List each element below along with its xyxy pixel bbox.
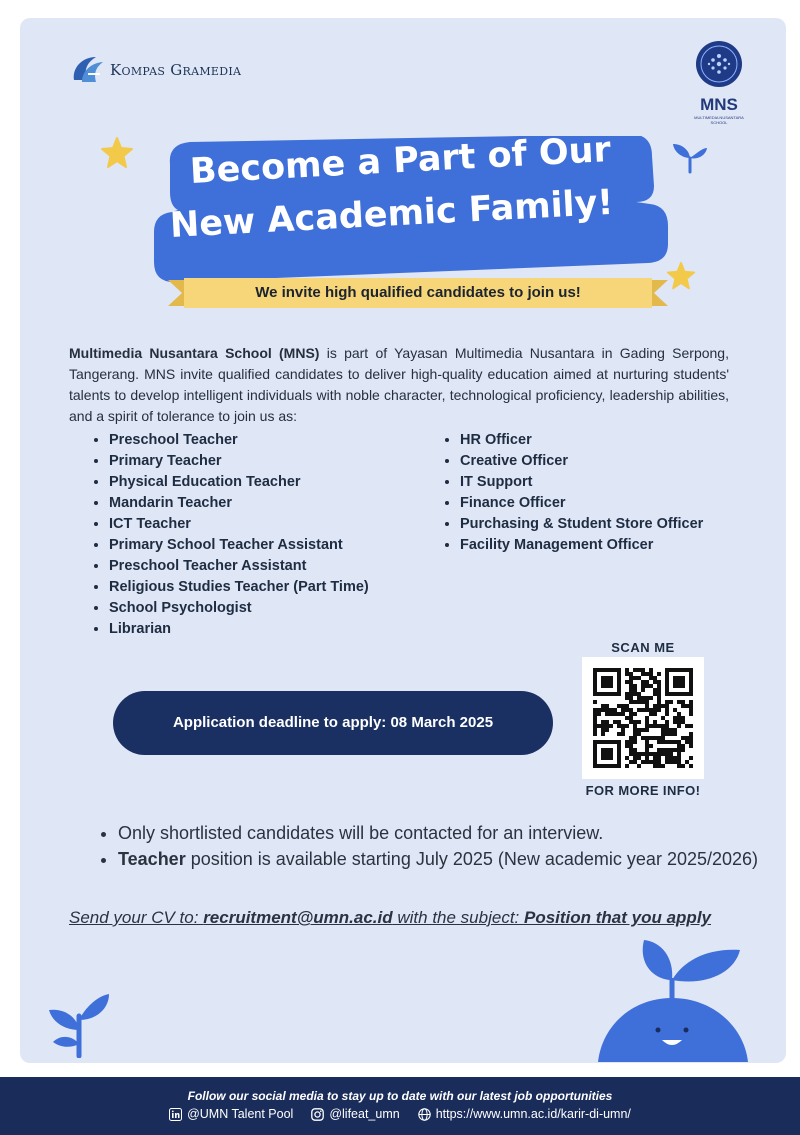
star-icon xyxy=(666,261,696,291)
list-item: • Mandarin Teacher xyxy=(109,493,369,514)
ribbon-text: We invite high qualified candidates to join us! xyxy=(255,284,581,301)
footer-cta: Follow our social media to stay up to date with our latest job opportunities xyxy=(187,1089,613,1103)
list-item: • Purchasing & Student Store Officer xyxy=(460,514,703,535)
linkedin-handle: @UMN Talent Pool xyxy=(187,1107,294,1121)
qr-title: SCAN ME xyxy=(611,640,675,655)
list-item: • School Psychologist xyxy=(109,598,369,619)
list-item: • ICT Teacher xyxy=(109,514,369,535)
list-item: • Librarian xyxy=(109,619,369,640)
mns-abbreviation: MNS xyxy=(700,95,738,114)
send-middle: with the subject: xyxy=(392,908,524,927)
invite-ribbon xyxy=(168,278,668,308)
sprout-left-icon xyxy=(45,986,115,1058)
headline-line-1: Become a Part of Our xyxy=(188,129,612,192)
kg-emblem-icon xyxy=(70,54,106,86)
list-item: • HR Officer xyxy=(460,430,703,451)
notes-list xyxy=(99,820,778,872)
footer-socials xyxy=(0,1107,800,1121)
note-item xyxy=(118,846,778,872)
linkedin-icon xyxy=(169,1108,182,1121)
qr-footer: FOR MORE INFO! xyxy=(585,783,701,798)
footer-bar xyxy=(0,1077,800,1135)
positions-list-left xyxy=(89,430,369,640)
note-item: • Only shortlisted candidates will be contacted for an interview. xyxy=(118,820,778,846)
website-url: https://www.umn.ac.id/karir-di-umn/ xyxy=(435,1107,631,1121)
list-item: • Primary Teacher xyxy=(109,451,369,472)
mns-logo xyxy=(692,40,746,125)
kompas-gramedia-logo xyxy=(70,54,241,86)
email-subject: Position that you apply xyxy=(523,908,711,927)
linkedin-link[interactable] xyxy=(169,1107,293,1121)
brand-name: Kompas Gramedia xyxy=(110,61,242,79)
instagram-link[interactable] xyxy=(311,1107,399,1121)
mns-subtitle: MULTIMEDIA NUSANTARA SCHOOL xyxy=(694,115,744,125)
list-item: • Religious Studies Teacher (Part Time) xyxy=(109,577,369,598)
instagram-handle: @lifeat_umn xyxy=(329,1107,400,1121)
headline-line-2: New Academic Family! xyxy=(168,182,615,246)
list-item: • Facility Management Officer xyxy=(460,535,703,556)
poster-card xyxy=(20,18,786,1063)
mns-emblem-icon xyxy=(695,40,743,88)
send-prefix: Send your CV to: xyxy=(69,908,204,927)
intro-paragraph xyxy=(69,343,729,427)
note-highlight: Teacher xyxy=(118,849,186,869)
list-item: • Preschool Teacher Assistant xyxy=(109,556,369,577)
headline xyxy=(150,129,670,286)
instagram-icon xyxy=(311,1108,324,1121)
recruitment-email-link[interactable]: recruitment@umn.ac.id xyxy=(203,908,393,927)
list-item: • IT Support xyxy=(460,472,703,493)
list-item: • Creative Officer xyxy=(460,451,703,472)
smiling-sprout-icon xyxy=(588,934,758,1063)
school-name: Multimedia Nusantara School (MNS) xyxy=(69,345,320,361)
website-link[interactable] xyxy=(418,1107,631,1121)
list-item: • Physical Education Teacher xyxy=(109,472,369,493)
list-item: • Preschool Teacher xyxy=(109,430,369,451)
send-cv-line xyxy=(69,908,769,928)
qr-code-icon xyxy=(582,657,704,779)
list-item: • Finance Officer xyxy=(460,493,703,514)
intro-body: is part of Yayasan Multimedia Nusantara in Gading Serpong, Tangerang. MNS invite qualified candidates to deliver high-quality education aimed at nurturing students' talents to develop intelligent individuals with noble character, technological proficiency, leadership abilities, and a spirit of tolerance to join us as: xyxy=(69,345,729,424)
qr-code[interactable] xyxy=(582,657,704,779)
sprout-icon xyxy=(670,140,710,174)
globe-icon xyxy=(418,1108,431,1121)
note-text: position is available starting July 2025 (New academic year 2025/2026) xyxy=(185,849,759,869)
positions-list-right xyxy=(440,430,703,556)
star-icon xyxy=(100,136,134,170)
deadline-banner: Application deadline to apply: 08 March 2025 xyxy=(113,691,553,755)
list-item: • Primary School Teacher Assistant xyxy=(109,535,369,556)
